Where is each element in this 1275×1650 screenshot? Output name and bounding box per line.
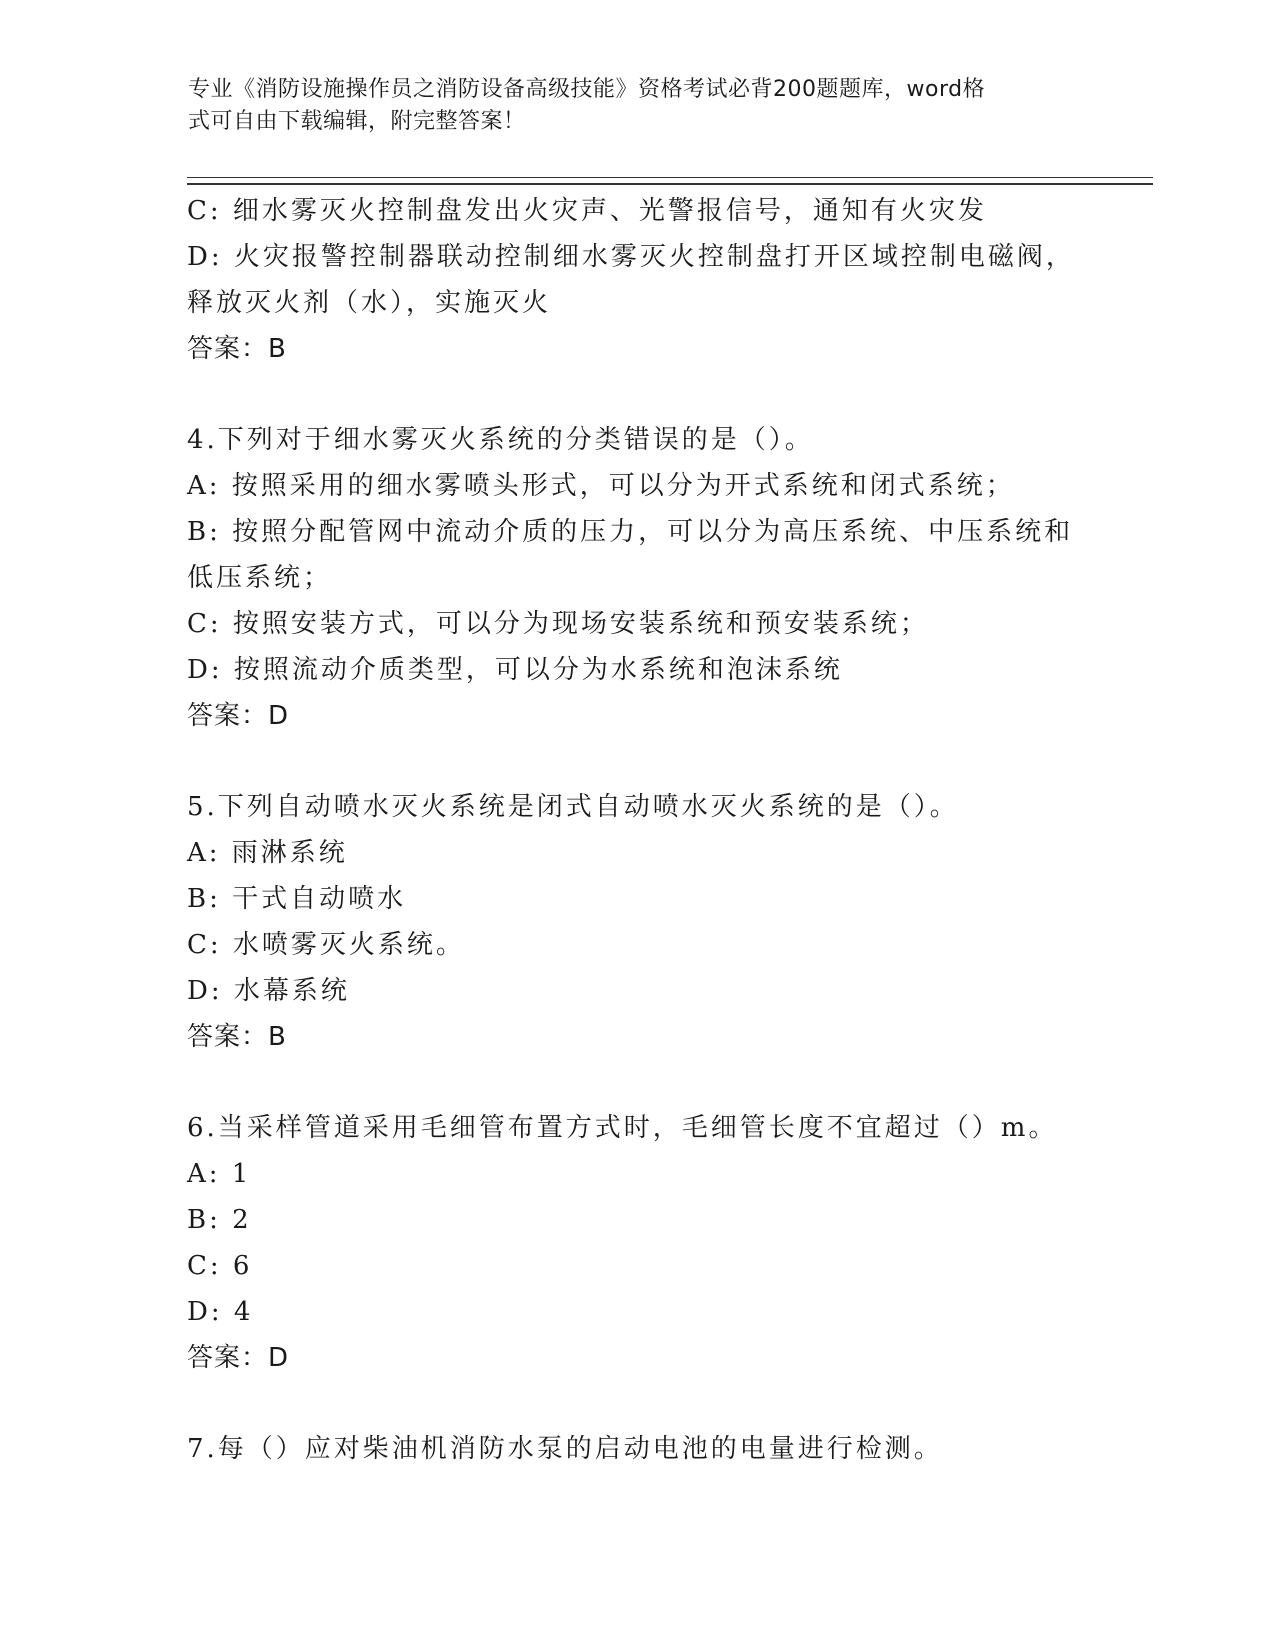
header-divider-thin [187, 177, 1153, 178]
option-d: D: 火灾报警控制器联动控制细水雾灭火控制盘打开区域控制电磁阀， [187, 242, 1075, 272]
document-header [188, 74, 1078, 138]
option-b-continued: 低压系统； [187, 563, 333, 593]
header-divider-thick [187, 183, 1153, 185]
option-c: C: 细水雾灭火控制盘发出火灾声、光警报信号，通知有火灾发 [187, 196, 987, 226]
spacer [187, 1060, 1087, 1105]
question-block-7 [187, 1426, 1087, 1472]
question-stem: 6.当采样管道采用毛细管布置方式时，毛细管长度不宜超过（）m。 [187, 1113, 1058, 1143]
spacer [187, 372, 1087, 417]
question-block-prev [187, 188, 1087, 372]
option-a: A: 1 [187, 1159, 252, 1189]
header-line-2: 式可自由下载编辑，附完整答案！ [188, 109, 526, 134]
spacer [187, 1381, 1087, 1426]
option-a: A: 雨淋系统 [187, 838, 348, 868]
question-block-5 [187, 784, 1087, 1060]
option-c: C: 水喷雾灭火系统。 [187, 930, 465, 960]
option-c: C: 6 [187, 1251, 253, 1281]
answer-label: 答案：B [187, 1022, 287, 1052]
question-stem: 5.下列自动喷水灭火系统是闭式自动喷水灭火系统的是（）。 [187, 792, 959, 822]
option-b: B: 按照分配管网中流动介质的压力，可以分为高压系统、中压系统和 [187, 517, 1074, 547]
question-block-4 [187, 417, 1087, 739]
option-b: B: 干式自动喷水 [187, 884, 407, 914]
option-d: D: 按照流动介质类型，可以分为水系统和泡沫系统 [187, 655, 843, 685]
answer-label: 答案：D [187, 1343, 290, 1373]
question-block-6 [187, 1105, 1087, 1381]
question-stem: 7.每（）应对柴油机消防水泵的启动电池的电量进行检测。 [187, 1434, 943, 1464]
question-stem: 4.下列对于细水雾灭火系统的分类错误的是（）。 [187, 425, 814, 455]
spacer [187, 739, 1087, 784]
option-b: B: 2 [187, 1205, 252, 1235]
option-d: D: 4 [187, 1297, 254, 1327]
option-d-continued: 释放灭火剂（水），实施灭火 [187, 288, 552, 318]
answer-label: 答案：B [187, 334, 287, 364]
option-d: D: 水幕系统 [187, 976, 350, 1006]
answer-label: 答案：D [187, 701, 290, 731]
option-a: A: 按照采用的细水雾喷头形式，可以分为开式系统和闭式系统； [187, 471, 1015, 501]
question-list [187, 188, 1087, 1472]
option-c: C: 按照安装方式，可以分为现场安装系统和预安装系统； [187, 609, 929, 639]
header-line-1: 专业《消防设施操作员之消防设备高级技能》资格考试必背200题题库，word格 [188, 77, 986, 102]
